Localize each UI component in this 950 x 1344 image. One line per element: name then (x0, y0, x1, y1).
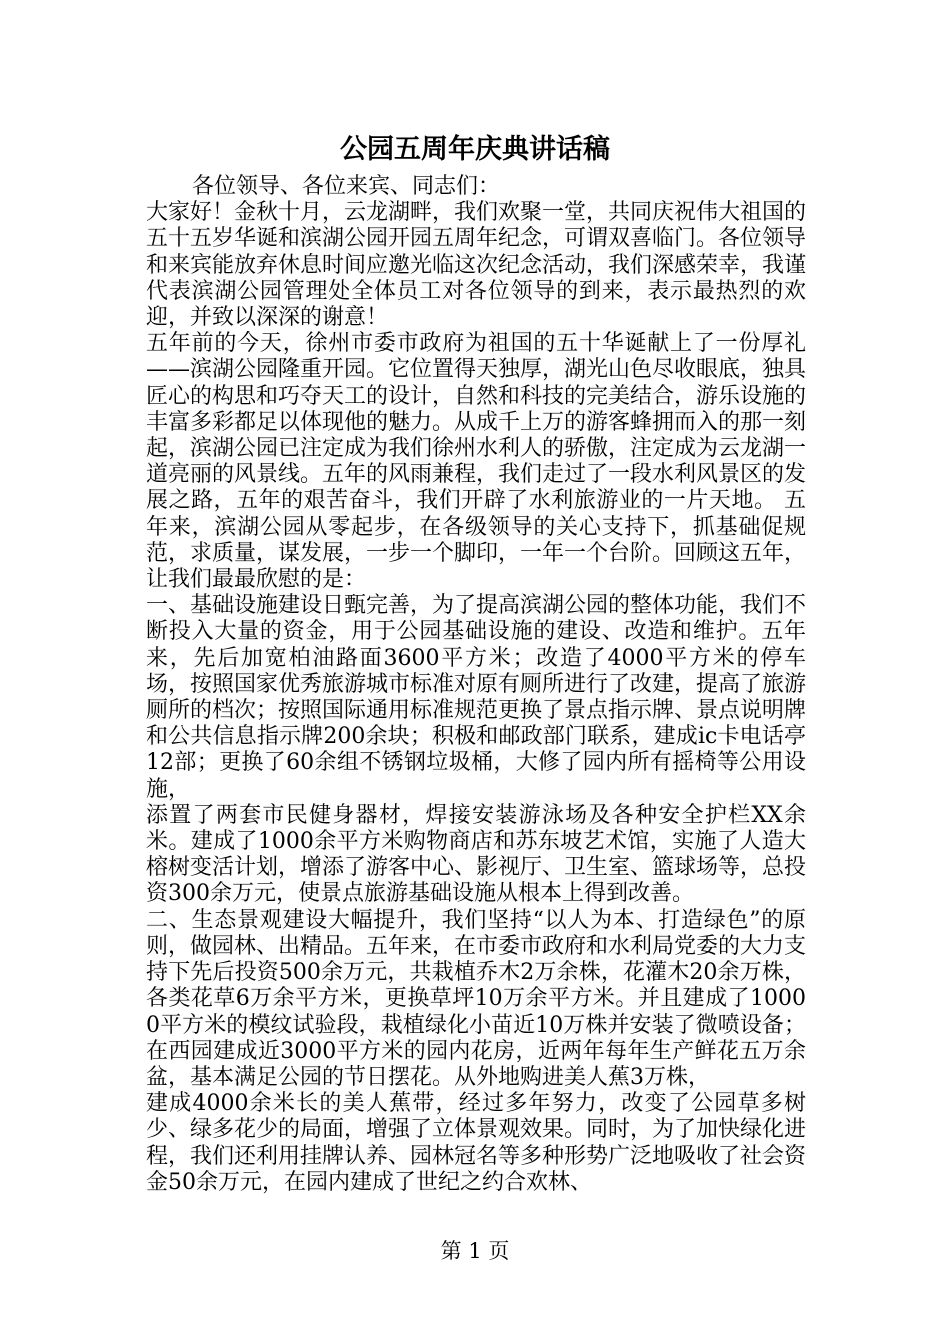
salutation: 各位领导、各位来宾、同志们： (192, 174, 501, 199)
document-body (146, 174, 806, 1196)
document-title: 公园五周年庆典讲话稿 (340, 134, 610, 165)
paragraph-ecology: 二、生态景观建设大幅提升，我们坚持“以人为本、打造绿色”的原则，做园林、出精品。五年来，在市委市政府和水利局党委的大力支持下先后投资500余万元，共栽植乔木2万余株，花灌木20余万株，各类花草6万余平方米，更换草坪10万余平方米。并且建成了10000平方米的模纹试验段，栽植绿化小苗近10万株并安装了微喷设备；在西园建成近3000平方米的园内花房，近两年每年生产鲜花五万余盆，基本满足公园的节日摆花。从外地购进美人蕉3万株， (146, 907, 807, 1090)
page-number: 第 1 页 (440, 1239, 510, 1263)
paragraph-ecology-cont: 建成4000余米长的美人蕉带，经过多年努力，改变了公园草多树少、绿多花少的局面，增强了立体景观效果。同时，为了加快绿化进程，我们还利用挂牌认养、园林冠名等多种形势广泛地吸收了社会资金50余万元，在园内建成了世纪之约合欢林、 (146, 1091, 807, 1195)
paragraph-infrastructure: 一、基础设施建设日甄完善，为了提高滨湖公园的整体功能，我们不断投入大量的资金，用于公园基础设施的建设、改造和维护。五年来，先后加宽柏油路面3600平方米；改造了4000平方米的停车场，按照国家优秀旅游城市标准对原有厕所进行了改建，提高了旅游厕所的档次；按照国际通用标准规范更换了景点指示牌、景点说明牌和公共信息指示牌200余块；积极和邮政部门联系，建成ic卡电话亭12部；更换了60余组不锈钢垃圾桶，大修了园内所有摇椅等公用设施， (146, 593, 807, 802)
paragraph-infrastructure-cont: 添置了两套市民健身器材，焊接安装游泳场及各种安全护栏XX余米。建成了1000余平方米购物商店和苏东坡艺术馆，实施了人造大榕树变活计划，增添了游客中心、影视厅、卫生室、篮球场等，总投资300余万元，使景点旅游基础设施从根本上得到改善。 (146, 802, 807, 907)
paragraph-greeting: 大家好！金秋十月，云龙湖畔，我们欢聚一堂，共同庆祝伟大祖国的五十五岁华诞和滨湖公园开园五周年纪念，可谓双喜临门。各位领导和来宾能放弃休息时间应邀光临这次纪念活动，我们深感荣幸，我谨代表滨湖公园管理处全体员工对各位领导的到来，表示最热烈的欢迎，并致以深深的谢意！ (146, 200, 807, 331)
paragraph-history: 五年前的今天，徐州市委市政府为祖国的五十华诞献上了一份厚礼——滨湖公园隆重开园。它位置得天独厚，湖光山色尽收眼底，独具匠心的构思和巧夺天工的设计，自然和科技的完美结合，游乐设施的丰富多彩都足以体现他的魅力。从成千上万的游客蜂拥而入的那一刻起，滨湖公园已注定成为我们徐州水利人的骄傲，注定成为云龙湖一道亮丽的风景线。五年的风雨兼程，我们走过了一段水利风景区的发展之路，五年的艰苦奋斗，我们开辟了水利旅游业的一片天地。 五年来，滨湖公园从零起步，在各级领导的关心支持下，抓基础促规范，求质量，谋发展，一步一个脚印，一年一个台阶。回顾这五年，让我们最最欣慰的是： (146, 331, 807, 593)
